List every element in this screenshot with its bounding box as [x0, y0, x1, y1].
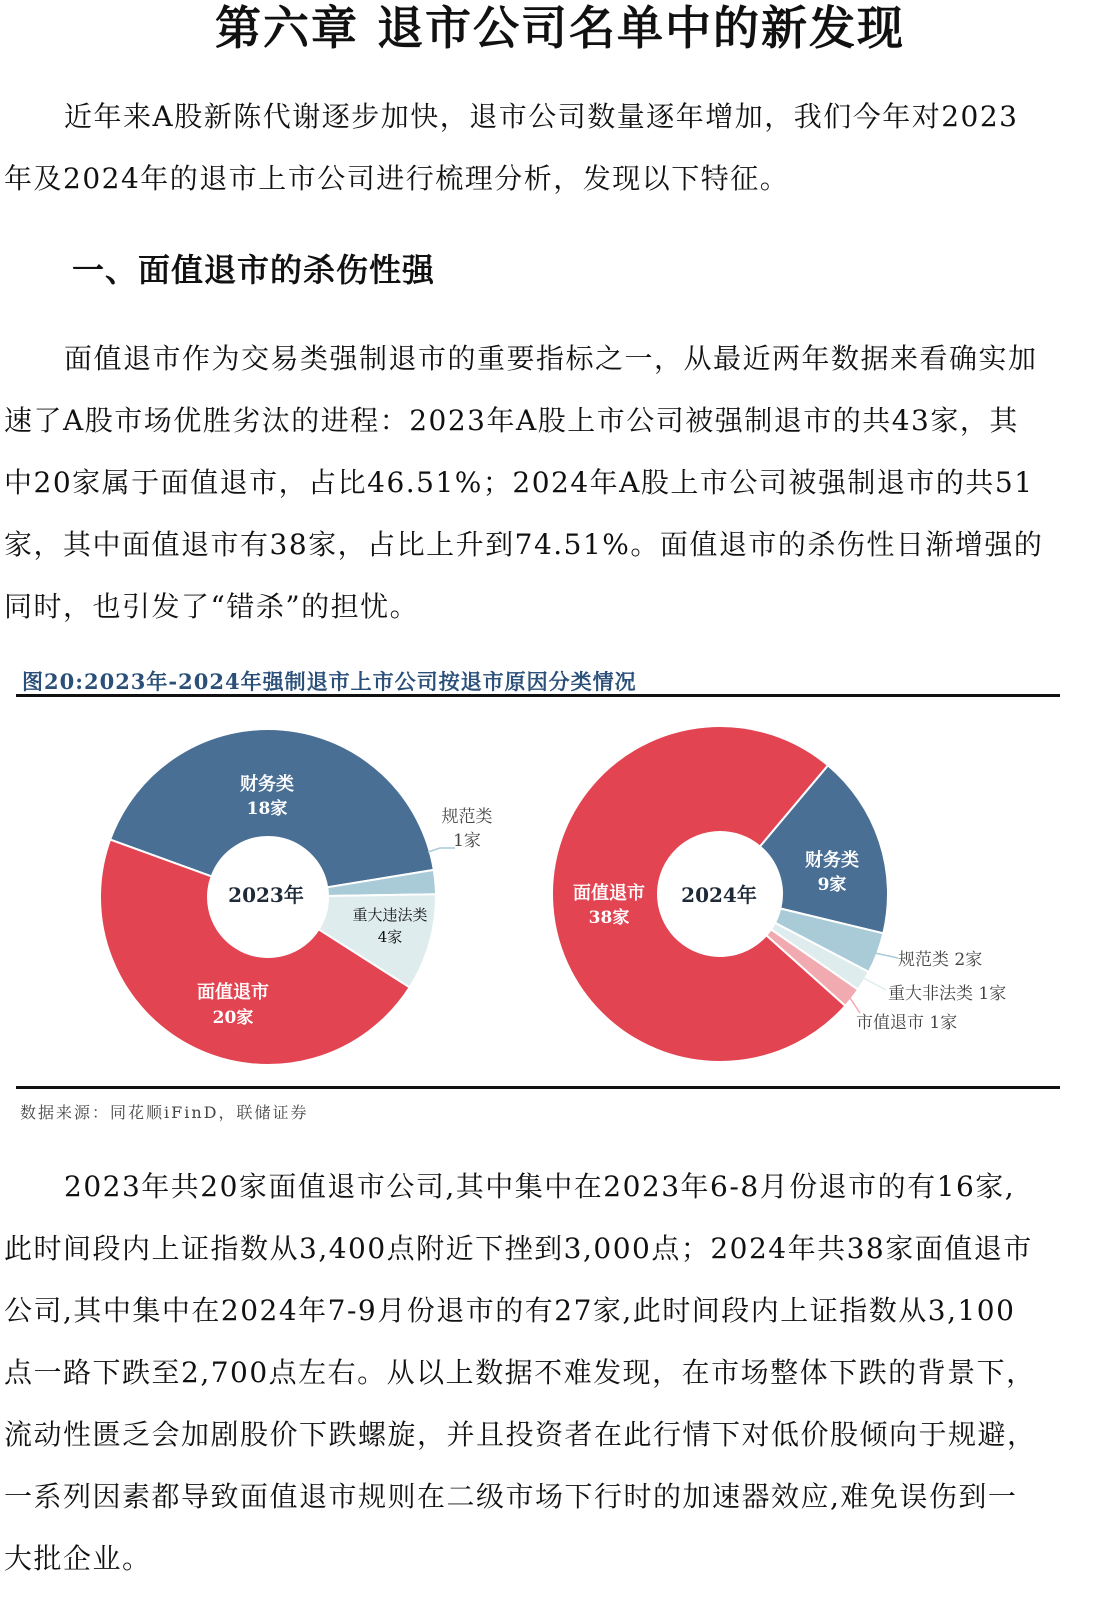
- label-2024-shizhi: 市值退市 1家: [856, 1013, 958, 1033]
- label-2024-caiwu: 财务类: [805, 850, 859, 871]
- section2-line: 大批企业。: [4, 1542, 152, 1575]
- section2-line: 点一路下跌至2,700点左右。从以上数据不难发现，在市场整体下跌的背景下，: [4, 1356, 1036, 1389]
- center-label-2023: 2023年: [228, 883, 304, 907]
- section1-line: 面值退市作为交易类强制退市的重要指标之一，从最近两年数据来看确实加: [64, 342, 1038, 375]
- intro-line: 年及2024年的退市上市公司进行梳理分析，发现以下特征。: [4, 162, 790, 195]
- section1-paragraph: [4, 328, 1112, 638]
- section2-line: 此时间段内上证指数从3,400点附近下挫到3,000点；2024年共38家面值退市: [4, 1232, 1033, 1265]
- label-2023-guifan: 规范类: [441, 807, 493, 827]
- label-2023-mianzhi: 面值退市: [197, 982, 269, 1003]
- section1-line: 中20家属于面值退市，占比46.51%；2024年A股上市公司被强制退市的共51: [4, 466, 1034, 499]
- label-2023-weifa: 重大违法类: [352, 906, 428, 924]
- figure-top-rule: [16, 694, 1060, 697]
- section1-line: 家，其中面值退市有38家，占比上升到74.51%。面值退市的杀伤性日渐增强的: [4, 528, 1044, 561]
- value-2023-weifa: 4家: [377, 928, 403, 946]
- section1-line: 同时，也引发了“错杀”的担忧。: [4, 590, 420, 623]
- intro-line: 近年来A股新陈代谢逐步加快，退市公司数量逐年增加，我们今年对2023: [64, 100, 1019, 133]
- label-2024-mianzhi: 面值退市: [573, 883, 645, 904]
- value-2024-caiwu: 9家: [817, 875, 847, 895]
- leader-line-2023-guifan: [428, 848, 455, 852]
- value-2023-guifan: 1家: [453, 831, 481, 851]
- figure-title: 图20:2023年-2024年强制退市上市公司按退市原因分类情况: [22, 669, 637, 694]
- figure-source: 数据来源：同花顺iFinD，联储证券: [20, 1103, 309, 1122]
- section2-line: 流动性匮乏会加剧股价下跌螺旋，并且投资者在此行情下对低价股倾向于规避，: [4, 1418, 1037, 1451]
- leader-line-2024-shizhi: [850, 998, 860, 1013]
- chapter-title: 第六章 退市公司名单中的新发现: [214, 1, 905, 55]
- value-2024-mianzhi: 38家: [588, 908, 630, 928]
- value-2023-caiwu: 18家: [246, 799, 288, 819]
- figure-bottom-rule: [16, 1086, 1060, 1089]
- label-2024-weifa: 重大非法类 1家: [888, 984, 1007, 1004]
- section-heading: 一、面值退市的杀伤性强: [72, 251, 436, 289]
- donut-charts: [0, 700, 1120, 1090]
- section2-paragraph: [4, 1156, 1112, 1590]
- label-2023-caiwu: 财务类: [240, 774, 294, 795]
- label-2024-guifan: 规范类 2家: [898, 950, 983, 970]
- section2-line: 一系列因素都导致面值退市规则在二级市场下行时的加速器效应,难免误伤到一: [4, 1480, 1018, 1513]
- value-2023-mianzhi: 20家: [212, 1008, 254, 1028]
- section2-line: 公司,其中集中在2024年7-9月份退市的有27家,此时间段内上证指数从3,100: [4, 1294, 1016, 1327]
- center-label-2024: 2024年: [681, 883, 757, 907]
- intro-paragraph: [4, 86, 1112, 210]
- section1-line: 速了A股市场优胜劣汰的进程：2023年A股上市公司被强制退市的共43家，其: [4, 404, 1019, 437]
- section2-line: 2023年共20家面值退市公司,其中集中在2023年6-8月份退市的有16家,: [64, 1170, 1016, 1203]
